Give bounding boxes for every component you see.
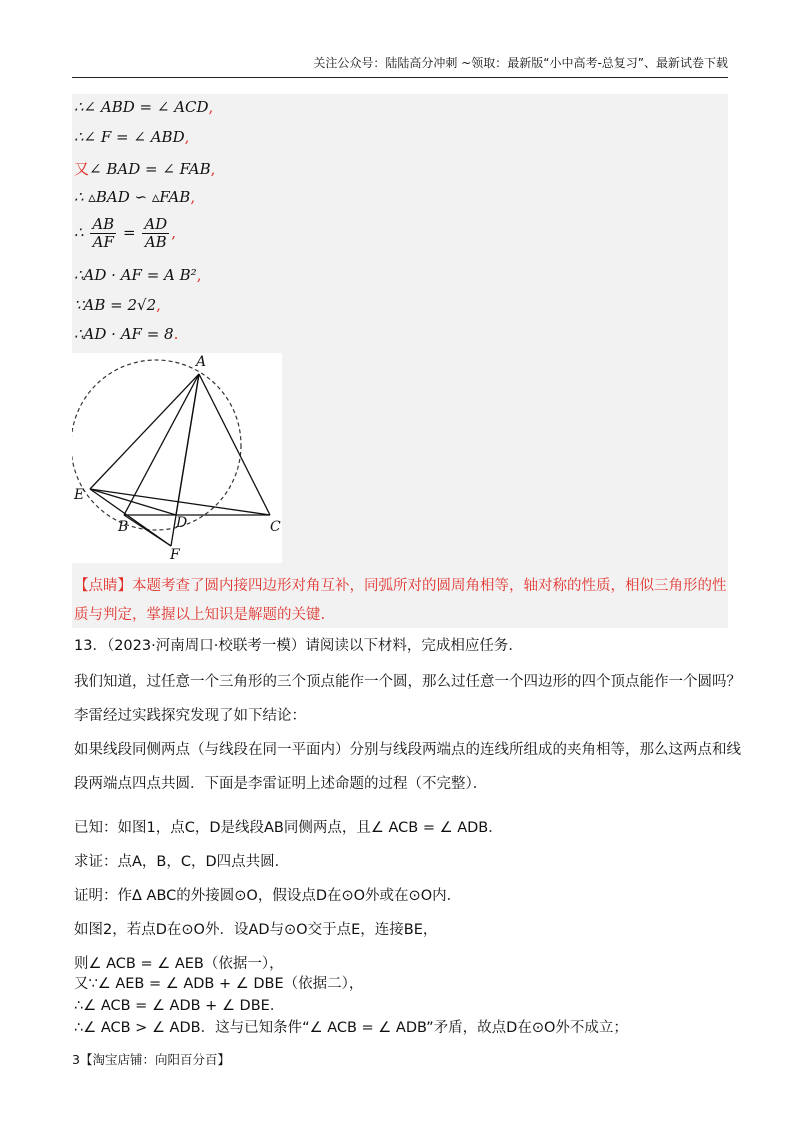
solution-line-4: ∴ ▵BAD ∽ ▵FAB,	[74, 188, 196, 206]
problem-paragraph-4: 段两端点四点共圆．下面是李雷证明上述命题的过程（不完整）．	[74, 776, 488, 792]
point-label-c: C	[270, 519, 281, 535]
point-label-a: A	[196, 354, 207, 370]
point-label-b: B	[118, 519, 129, 535]
problem-paragraph-3: 如果线段同侧两点（与线段在同一平面内）分别与线段两端点的连线所组成的夹角相等，那么这两点和线	[74, 742, 741, 758]
solution-line-8: ∴AD · AF = 8.	[74, 325, 179, 343]
problem-title: 13．（2023·河南周口·校联考一模）请阅读以下材料，完成相应任务．	[74, 638, 523, 654]
solution-line-3: 又∠ BAD = ∠ FAB,	[74, 160, 216, 178]
page-footer: 3【淘宝店铺：向阳百分百】	[72, 1052, 230, 1067]
point-label-f: F	[170, 547, 180, 563]
solution-line-5: ∴ $\frac{AB}{AF}$ = $\frac{AD}{AB}$ ,	[74, 215, 176, 251]
proof-line-2: 如图2，若点D在⊙O外．设AD与⊙O交于点E，连接BE，	[74, 922, 438, 938]
solution-line-2: ∴∠ F = ∠ ABD,	[74, 128, 190, 146]
point-label-d: D	[176, 515, 188, 531]
proof-line-1: 证明：作Δ ABC的外接圆⊙O，假设点D在⊙O外或在⊙O内．	[74, 888, 462, 904]
fraction-ad-ab: $\frac{AD}{AB}$	[144, 215, 168, 251]
problem-paragraph-1: 我们知道，过任意一个三角形的三个顶点能作一个圆，那么过任意一个四边形的四个顶点能作一个圆吗？	[74, 674, 741, 690]
solution-line-7: ∵AB = 2√2,	[74, 296, 161, 314]
problem-given: 已知：如图1，点C，D是线段AB同侧两点，且∠ ACB = ∠ ADB．	[74, 820, 503, 836]
proof-line-3: 则∠ ACB = ∠ AEB（依据一），	[74, 956, 284, 972]
key-point-note: 【点睛】本题考查了圆内接四边形对角互补，同弧所对的圆周角相等，轴对称的性质，相似三角形的性质与判定，掌握以上知识是解题的关键.	[74, 578, 727, 623]
fraction-ab-af: $\frac{AB}{AF}$	[92, 215, 115, 251]
proof-line-4: 又∵∠ AEB = ∠ ADB + ∠ DBE（依据二），	[74, 976, 364, 992]
solution-line-6: ∴AD · AF = A B²,	[74, 266, 202, 284]
problem-paragraph-2: 李雷经过实践探究发现了如下结论：	[74, 708, 306, 724]
proof-line-5: ∴∠ ACB = ∠ ADB + ∠ DBE．	[74, 998, 285, 1014]
proof-line-6: ∴∠ ACB > ∠ ADB．这与已知条件“∠ ACB = ∠ ADB”矛盾，故点D在⊙O外不成立；	[74, 1020, 628, 1036]
geometry-figure	[72, 353, 282, 563]
solution-line-1: ∴∠ ABD = ∠ ACD,	[74, 98, 214, 116]
problem-prove: 求证：点A，B，C，D四点共圆．	[74, 854, 290, 870]
page-header: 关注公众号：陆陆高分冲刺 ~领取：最新版“小中高考-总复习”、最新试卷下载	[72, 54, 728, 78]
point-label-e: E	[74, 487, 85, 503]
